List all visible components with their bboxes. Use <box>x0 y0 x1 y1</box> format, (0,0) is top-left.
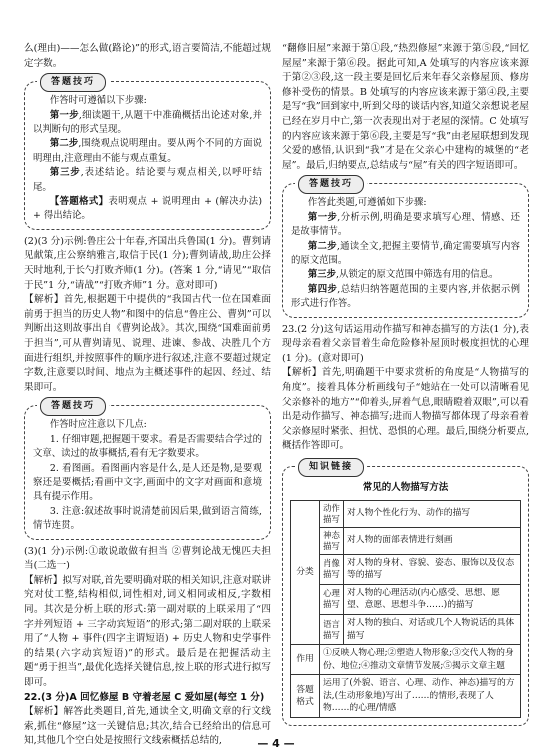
tips-box-1 <box>24 77 271 230</box>
method-label: 心理描写 <box>320 584 344 614</box>
tips-line: 第四步,总结归纳答题范围的主要内容,并依据示例形式进行作答。 <box>291 283 520 310</box>
knowledge-box <box>282 461 529 726</box>
left-column <box>24 42 271 749</box>
q3-analysis: 【解析】拟写对联,首先要明确对联的相关知识,注意对联讲究对仗工整,结构相似,词性相对,词义相同或相反,字数相同。其次是分析上联的形式:第一副对联的上联采用了“四字并列短语 + 三字动宾短语”的形式;第二副对联的上联采用了“人物 + 事件(四字主谓短语) + 历史人物和史学事件的结果(六字动宾短语)”的形式。最后是在把握活动主题“勇于担当”,最优化选择关键信息,按上联的形式进行拟写即可。 <box>24 574 271 688</box>
table-row <box>291 614 521 644</box>
method-text: 对人物的独白、对话或几个人物说话的具体描写 <box>344 614 521 644</box>
q2-analysis: 【解析】首先,根据题干中提供的“我国古代一位在国难面前勇于担当的历史人物”和图中的信息“鲁庄公、曹刿”可以判断出这则故事出自《曹刿论战》。其次,围绕“国难面前勇于担当”,可从曹刿请见、说理、进谏、参战、决胜几个方面进行组织,并按照事件的顺序进行叙述,注意不要超过规定字数,注意要以时间、地点为主概述事件的起因、经过、结果即可。 <box>24 294 271 393</box>
tips-line: 1. 仔细审题,把握题干要求。看是否需要结合学过的文章、读过的故事概括,看有无字数要求。 <box>33 433 262 460</box>
tips-line: 作答时应注意以下几点: <box>49 419 147 431</box>
tips-tag-3: 答题技巧 <box>295 175 367 193</box>
tips-line: 作答时可遵循以下步骤: <box>49 95 147 107</box>
tips-line: 第一步,细读题干,从题干中准确概括出论述对象,并以判断句的形式呈现。 <box>33 109 262 135</box>
method-text: 对人物的面部表情进行刻画 <box>344 527 521 554</box>
q2-answer: (2)(3 分)示例:鲁庄公十年春,齐国出兵鲁国(1 分)。曹刿请见献策,庄公察纳雅言,取信于民(1 分);曹刿请战,助庄公择天时地利,于长勺打败齐师(1 分)。(答案 1 分,“请见”“取信于民”1 分,“请战”“打败齐师”1 分。意对即可) <box>24 235 271 291</box>
method-label: 语言描写 <box>320 614 344 644</box>
knowledge-tag: 知识链接 <box>295 458 367 477</box>
table-row <box>291 500 521 527</box>
q22-analysis-cont: “翻修旧屋”来源于第①段,“热烈修屋”来源于第⑤段,“回忆屋屋”来源于第⑥段。据此可知,A 处填写的内容应该来源于第②③段,这一段主要是回忆后来年春父亲修屋顶、修房修补受伤的情景。B 处填写的内容应该来源于第④段,主要是写“我”回到家中,听到父母的谈话内容,知道父亲想说老屋已经在岁月中亡,第一次表现出对于老屋的深情。C 处填写的内容应该来源于第⑥段,主要是写“我”由老屋联想到发现父爱的感悟,认识到“我”才是在父亲心中建构的城堡的“老屋”。最后,归纳要点,总结成与“屋”有关的四字短语即可。 <box>282 43 529 171</box>
q3-answer: (3)(1 分)示例:①敢说敢做有担当 ②曹刿论战无愧匹夫担当(二选一) <box>24 545 271 572</box>
method-label: 神态描写 <box>320 527 344 554</box>
q23-heading: 23.(2 分)这句话运用动作描写和神态描写的方法(1 分),表现母亲看着父亲冒着生命危险修补屋顶时极度担忧的心理(1 分)。(意对即可) <box>282 323 529 364</box>
tips-line: 第三步,从锁定的原文范围中筛选有用的信息。 <box>307 269 499 281</box>
tips-line: 第二步,通读全文,把握主要情节,确定需要填写内容的原文范围。 <box>291 240 520 266</box>
effect-text: ①反映人物心理;②塑造人物形象;③交代人物的身份、地位;④推动文章情节发展;⑤揭示文章主题 <box>320 645 521 675</box>
format-text: 运用了(外貌、语言、心理、动作、神态)描写的方法,(生动形象地)写出了……的情形,表现了人物……的心理/情感 <box>320 675 521 718</box>
tips-tag-1: 答题技巧 <box>37 73 109 91</box>
method-label: 肖像描写 <box>320 554 344 584</box>
tips-box-3 <box>282 179 529 317</box>
method-text: 对人物的心理活动(内心感受、思想、愿望、意愿、思想斗争……)的描写 <box>344 584 521 614</box>
q22-heading: 22.(3 分)A 回忆修屋 B 守着老屋 C 爱如屋(每空 1 分) <box>24 691 265 703</box>
tips-line: 2. 看图画。看图画内容是什么,是人还是物,是要观察还是要概括;看画中文字,画面中的文字对画面和意境具有提示作用。 <box>33 462 262 503</box>
table-row <box>291 584 521 614</box>
effect-label: 作用 <box>291 645 320 675</box>
page-number: — 4 — <box>257 737 295 750</box>
q22-analysis: 【解析】解答此类题目,首先,通读全文,明确文章的行文线索,抓住“修屋”这一关键信息;其次,结合已经给出的信息可知,其他几个空白处是按照行文线索概括总结的, <box>24 706 271 747</box>
intro-paragraph: 么(理由)——怎么做(路论)”的形式,语言要简洁,不能超过规定字数。 <box>24 43 271 69</box>
tips-format: 【答题格式】表明观点 + 说明理由 + (解决办法) + 得出结论。 <box>33 196 262 222</box>
q23-analysis: 【解析】首先,明确题干中要求赏析的角度是“人物描写的角度”。接着具体分析画线句子“她站在一处可以清晰看见父亲修补的地方”“仰着头,屏着气息,眼睛瞪着双眼”,可以看出是动作描写、神态描写;进而人物描写都体现了母亲看着父亲修屋时紧张、担忧、恐惧的心理。最后,围绕分析要点,概括作答即可。 <box>282 367 529 452</box>
tips-tag-2: 答题技巧 <box>37 397 109 415</box>
method-text: 对人物的身材、容貌、姿态、服饰以及仪态等的描写 <box>344 554 521 584</box>
table-row <box>291 645 521 675</box>
table-row <box>291 675 521 718</box>
category-label: 分类 <box>291 500 320 645</box>
tips-line: 第三步,表述结论。结论要与观点相关,以呼吁结尾。 <box>33 167 262 193</box>
description-methods-table <box>290 500 521 719</box>
table-title: 常见的人物描写方法 <box>362 481 449 493</box>
format-label: 答题格式 <box>291 675 320 718</box>
table-row <box>291 554 521 584</box>
tips-line: 第二步,围绕观点说明理由。要从两个不同的方面说明理由,注意理由不能与观点重复。 <box>33 138 262 164</box>
tips-line: 作答此类题,可遵循如下步骤: <box>307 197 427 209</box>
tips-box-2 <box>24 401 271 539</box>
method-text: 对人物个性化行为、动作的描写 <box>344 500 521 527</box>
table-row <box>291 527 521 554</box>
tips-line: 3. 注意:叙述故事时说清楚前因后果,做到语言简练,情节连贯。 <box>33 505 262 532</box>
right-column <box>282 42 529 726</box>
tips-line: 第一步,分析示例,明确是要求填写心理、情感、还是故事情节。 <box>291 211 520 238</box>
method-label: 动作描写 <box>320 500 344 527</box>
